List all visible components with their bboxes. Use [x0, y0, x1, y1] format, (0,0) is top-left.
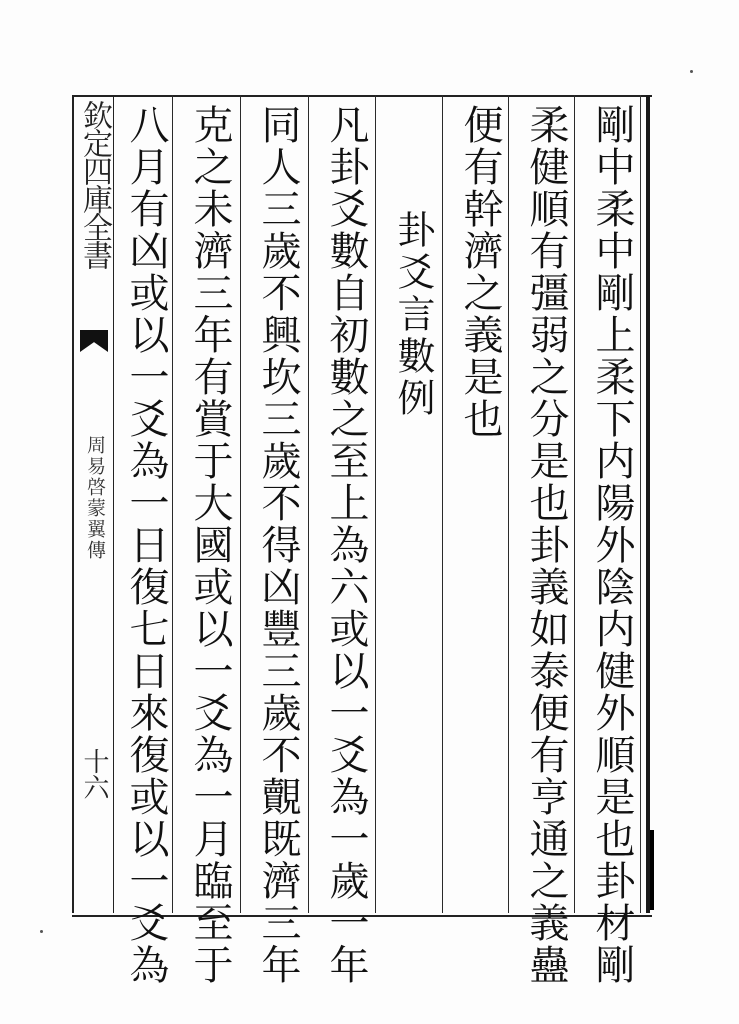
page-number: 十六: [79, 748, 109, 800]
text-column-7: 克之未濟三年有賞于大國或以一爻為一月臨至于: [187, 104, 233, 986]
column-rule: [375, 95, 376, 913]
text-column-8: 八月有凶或以一爻為一日復七日來復或以一爻為: [123, 104, 169, 986]
column-rule: [574, 95, 575, 913]
column-rule: [508, 95, 509, 913]
text-column-2: 柔健順有彊弱之分是也卦義如泰便有亨通之義蠱: [523, 104, 569, 986]
text-column-6: 同人三歲不興坎三歲不得凶豐三歲不覿既濟三年: [255, 104, 301, 986]
text-column-5: 凡卦爻數自初數之至上為六或以一爻為一歲一年: [323, 104, 369, 986]
column-rule: [442, 95, 443, 913]
scan-speck: [690, 70, 693, 73]
collection-title: 欽定四庫全書: [77, 100, 112, 268]
column-rule: [308, 95, 309, 913]
frame-left-border: [72, 95, 74, 913]
column-rule: [240, 95, 241, 913]
book-title: 周易啓蒙翼傳: [84, 435, 106, 561]
frame-right-border: [646, 95, 650, 913]
frame-right-inner-border: [640, 95, 641, 913]
text-column-3: 便有幹濟之義是也: [457, 104, 503, 440]
gutter-divider: [113, 95, 114, 913]
text-column-1: 剛中柔中剛上柔下内陽外陰内健外順是也卦材剛: [589, 104, 635, 986]
scan-speck: [40, 930, 43, 933]
page-edge-mark: [650, 830, 654, 910]
section-heading: 卦爻言數例: [391, 210, 435, 420]
